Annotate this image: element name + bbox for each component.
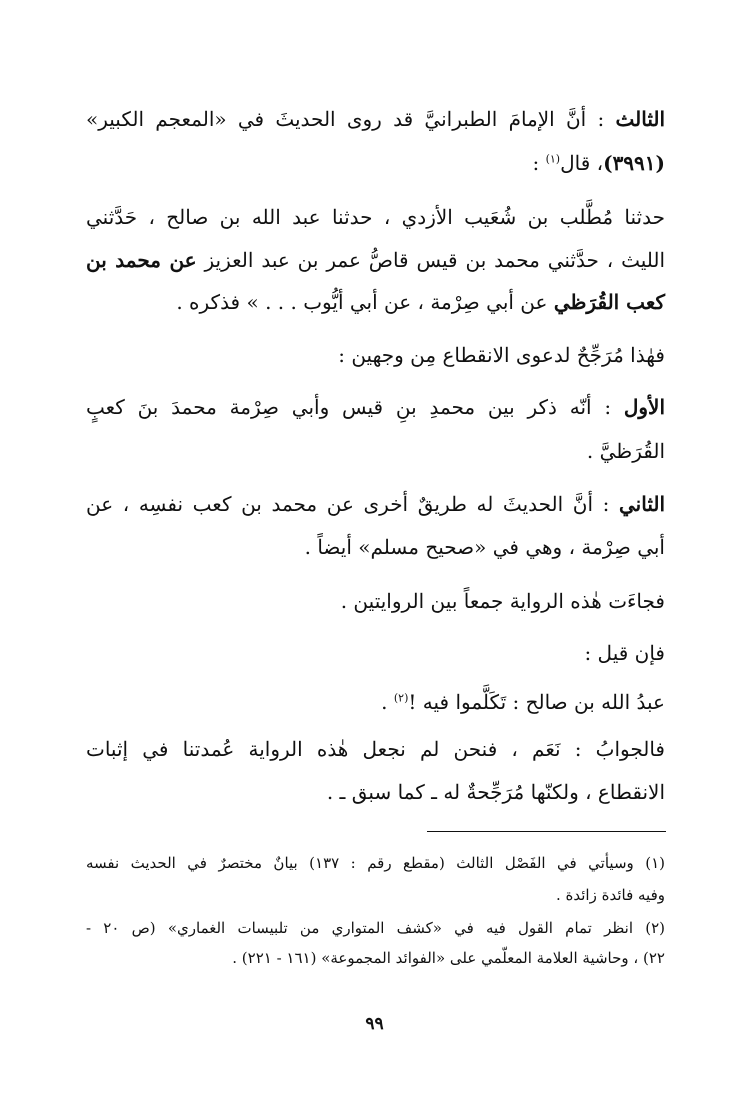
- footnote-line: [232, 947, 665, 969]
- text-span: الانقطاع ، ولكنّها مُرَجِّحةٌ له ـ كما سبق ـ .: [326, 780, 665, 804]
- footnote-text: وفيه فائدة زائدة .: [555, 886, 665, 904]
- text-span: فهٰذا مُرَجِّحٌ لدعوى الانقطاع مِن وجهين :: [338, 343, 665, 367]
- text-line: [341, 586, 665, 616]
- text-line: [86, 202, 665, 232]
- text-span: أبي صِرْمة ، وهي في «صحيح مسلم» أيضاً .: [304, 535, 665, 559]
- text-span: فجاءَت هٰذه الرواية جمعاً بين الروايتين .: [340, 589, 665, 613]
- text-span: ، قال: [560, 151, 604, 175]
- text-span: : أنَّ الحديثَ له طريقٌ أخرى عن محمد بن كعب نفسِه ، عن: [86, 492, 610, 516]
- text-span: : أنّه ذكر بين محمدِ بنِ قيس وأبي صِرْمة محمدَ بنَ كعبٍ: [86, 395, 612, 419]
- reference-number: (٣٩٩١): [603, 151, 665, 175]
- text-span: فإن قيل :: [584, 641, 665, 665]
- text-line: [86, 392, 665, 422]
- text-line: [176, 287, 665, 317]
- text-line: [327, 777, 665, 807]
- text-line: [305, 532, 665, 562]
- text-span: حدثنا مُطَّلب بن شُعَيب الأزدي ، حدثنا عبد الله بن صالح ، حَدَّثني: [86, 205, 665, 229]
- bold-span: عن محمد بن: [86, 248, 197, 272]
- page-number: ٩٩: [365, 1014, 384, 1034]
- footnote-marker: (٢): [393, 691, 409, 705]
- footnote-marker: (١): [545, 152, 561, 166]
- text-line: [338, 340, 665, 370]
- text-line: [86, 245, 665, 275]
- text-span: .: [381, 690, 388, 714]
- footnote-text: (١) وسيأتي في الفَصْل الثالث (مقطع رقم : ١٣٧) بيانٌ مختصرٌ في الحديث نفسه: [86, 854, 665, 872]
- text-line: [587, 436, 665, 466]
- text-line: [86, 489, 665, 519]
- text-span: القُرَظيَّ .: [586, 439, 665, 463]
- paragraph-lead: الثاني: [619, 492, 666, 516]
- text-span: فالجوابُ : نَعَم ، فنحن لم نجعل هٰذه الرواية عُمدتنا في إثبات: [86, 737, 665, 761]
- footnote-line: [556, 884, 665, 906]
- bold-span: كعب القُرَظي: [553, 290, 665, 314]
- text-line: [86, 734, 665, 764]
- text-span: : أنَّ الإمامَ الطبرانيَّ قد روى الحديثَ في «المعجم الكبير»: [86, 107, 605, 131]
- footnote-text: ٢٢) ، وحاشية العلامة المعلّمي على «الفوائد المجموعة» (١٦١ - ٢٢١) .: [232, 949, 665, 967]
- text-line: [381, 687, 665, 717]
- footnote-line: [86, 917, 665, 939]
- text-span: الليث ، حدَّثني محمد بن قيس قاصُّ عمر بن عبد العزيز: [204, 248, 666, 272]
- paragraph-lead: الثالث: [615, 107, 666, 131]
- text-line: [584, 638, 665, 668]
- text-span: عبدُ الله بن صالح : تَكَلَّموا فيه !: [408, 690, 665, 714]
- footnote-line: [86, 852, 665, 874]
- text-line: [532, 148, 665, 178]
- text-line: [86, 104, 665, 134]
- paragraph-lead: الأول: [623, 395, 666, 419]
- footnote-separator: [427, 831, 666, 832]
- footnote-text: (٢) انظر تمام القول فيه في «كشف المتواري من تلبيسات الغماري» (ص ٢٠ -: [86, 919, 665, 937]
- text-span: عن أبي صِرْمة ، عن أبي أيُّوب . . . » فذكره .: [176, 290, 548, 314]
- text-span: :: [532, 151, 540, 175]
